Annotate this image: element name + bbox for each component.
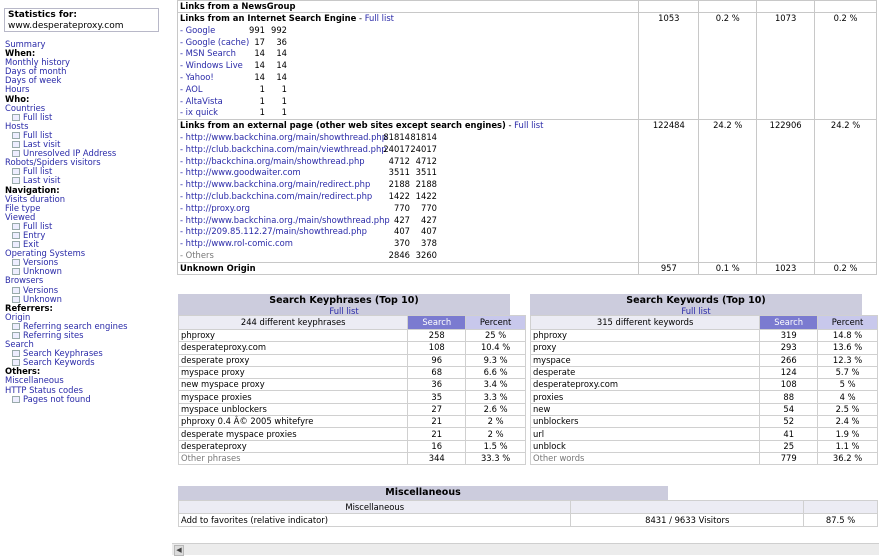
- search-count-cell: 35: [408, 391, 466, 403]
- search-engine-pages: 1053: [639, 13, 699, 120]
- stat-domain: www.desperateproxy.com: [8, 21, 124, 31]
- referrer-pages: 407: [394, 226, 410, 237]
- search-count-cell: 21: [408, 428, 466, 440]
- keywords-panel: [530, 294, 878, 465]
- keywords-title-bar: [530, 294, 862, 315]
- table-row: [531, 403, 878, 415]
- referrer-pages: 81814: [383, 131, 410, 142]
- nav-link[interactable]: Viewed: [5, 211, 36, 222]
- keyword-cell: desperate myspace proxies: [179, 428, 408, 440]
- referrer-hits: 3511: [415, 167, 437, 178]
- referrer-pages: 14: [254, 48, 265, 59]
- referrer-hits: 4712: [415, 155, 437, 166]
- keyword-cell: desperateproxy.com: [179, 342, 408, 354]
- search-count-cell: 52: [760, 416, 818, 428]
- table-row: [531, 366, 878, 378]
- nav-section-heading: Who:: [5, 93, 30, 104]
- other-row: [531, 452, 878, 464]
- table-row: [531, 391, 878, 403]
- percent-cell: 1.5 %: [466, 440, 526, 452]
- percent-cell: 10.4 %: [466, 342, 526, 354]
- table-row: [179, 379, 526, 391]
- keywords-col-search: Search: [760, 316, 818, 330]
- referrer-item: [180, 215, 636, 227]
- referrer-pages: 3511: [388, 167, 410, 178]
- keyphrases-col-percent: Percent: [466, 316, 526, 330]
- percent-cell: 33.3 %: [466, 452, 526, 464]
- search-count-cell: 36: [408, 379, 466, 391]
- nav-link[interactable]: Days of week: [5, 75, 62, 86]
- nav-link[interactable]: Full list: [23, 220, 53, 231]
- referrer-item: [180, 156, 636, 168]
- keyphrases-panel: [178, 294, 526, 465]
- nav-link[interactable]: Pages not found: [23, 393, 91, 404]
- nav-link[interactable]: Unknown: [23, 293, 62, 304]
- referrer-hits: 36: [276, 36, 287, 47]
- keyword-cell: desperate: [531, 366, 760, 378]
- search-count-cell: 54: [760, 403, 818, 415]
- misc-title: Miscellaneous: [178, 486, 668, 500]
- referrer-pages: 991: [249, 24, 265, 35]
- referrer-hits: 14: [276, 48, 287, 59]
- referrer-hits: 3260: [415, 249, 437, 260]
- referrer-item: [180, 37, 636, 49]
- referrer-pages: 14: [254, 60, 265, 71]
- percent-cell: 13.6 %: [818, 342, 878, 354]
- sub-link-icon: [12, 332, 20, 339]
- keyphrases-full-list-link[interactable]: Full list: [329, 306, 359, 316]
- search-count-cell: 96: [408, 354, 466, 366]
- referrer-hits: 81814: [410, 131, 437, 142]
- sub-link-icon: [12, 232, 20, 239]
- scroll-left-arrow-icon[interactable]: ◀: [174, 545, 184, 556]
- referrer-name[interactable]: - ix quick: [180, 107, 219, 118]
- percent-cell: 2 %: [466, 428, 526, 440]
- nav-link[interactable]: Search Keyphrases: [23, 348, 103, 359]
- sub-link-icon: [12, 268, 20, 275]
- referrer-item: [180, 60, 636, 72]
- search-count-cell: 319: [760, 330, 818, 342]
- referrer-pages: 1: [259, 95, 265, 106]
- table-row: [531, 330, 878, 342]
- referrer-pages: 427: [394, 214, 410, 225]
- keyword-cell: url: [531, 428, 760, 440]
- nav-link[interactable]: Countries: [5, 102, 46, 113]
- percent-cell: 2.5 %: [818, 403, 878, 415]
- referrer-pages: 1422: [388, 190, 410, 201]
- nav-link[interactable]: Full list: [23, 166, 53, 177]
- keyphrases-table: [178, 315, 526, 465]
- referrer-hits: 992: [271, 24, 287, 35]
- search-engine-pages-pct: 0.2 %: [699, 13, 757, 120]
- table-row: [179, 354, 526, 366]
- percent-cell: 3.4 %: [466, 379, 526, 391]
- keyword-cell: proxies: [531, 391, 760, 403]
- statistics-for-box: [4, 8, 159, 32]
- referrer-item: [180, 250, 636, 262]
- keyword-cell: myspace unblockers: [179, 403, 408, 415]
- referrer-name: - Others: [180, 249, 214, 260]
- misc-row-value: 8431 / 9633 Visitors: [571, 514, 804, 527]
- nav-link[interactable]: Entry: [23, 229, 46, 240]
- nav-link[interactable]: Summary: [5, 39, 46, 49]
- table-row: [179, 391, 526, 403]
- search-count-cell: 41: [760, 428, 818, 440]
- referrer-pages: 1: [259, 107, 265, 118]
- keyword-cell: myspace: [531, 354, 760, 366]
- unknown-hits-pct: 0.2 %: [815, 262, 877, 274]
- referrer-hits: 1: [281, 95, 287, 106]
- keyphrases-col-search: Search: [408, 316, 466, 330]
- nav-section-heading: Others:: [5, 366, 41, 377]
- external-pages: 122484: [639, 120, 699, 263]
- nav-link[interactable]: Hours: [5, 84, 30, 95]
- sub-link-icon: [12, 241, 20, 248]
- referrer-pages: 24017: [383, 143, 410, 154]
- table-row: [179, 403, 526, 415]
- nav-link[interactable]: Search Keywords: [23, 357, 95, 368]
- sub-link-icon: [12, 114, 20, 121]
- referrer-pages: 770: [394, 202, 410, 213]
- keyword-cell: myspace proxy: [179, 366, 408, 378]
- nav-section-heading: When:: [5, 48, 36, 59]
- percent-cell: 5.7 %: [818, 366, 878, 378]
- nav-link[interactable]: Referring search engines: [23, 320, 128, 331]
- keyword-cell: phproxy: [531, 330, 760, 342]
- sub-link-icon: [12, 177, 20, 184]
- referrer-hits: 24017: [410, 143, 437, 154]
- referrer-name[interactable]: - MSN Search: [180, 48, 236, 59]
- sub-link-icon: [12, 259, 20, 266]
- sub-link-icon: [12, 296, 20, 303]
- left-navigation: [0, 0, 168, 554]
- nav-link[interactable]: Monthly history: [5, 57, 71, 68]
- referrer-name[interactable]: - http://www.backchina.org/main/showthread.php: [180, 131, 388, 142]
- percent-cell: 1.9 %: [818, 428, 878, 440]
- nav-link[interactable]: Browsers: [5, 275, 44, 286]
- percent-cell: 12.3 %: [818, 354, 878, 366]
- keywords-full-list-link[interactable]: Full list: [681, 306, 711, 316]
- referrer-item: [180, 84, 636, 96]
- referrer-hits: 427: [421, 214, 437, 225]
- referrer-item: [180, 203, 636, 215]
- nav-link[interactable]: Last visit: [23, 139, 61, 150]
- percent-cell: 2.6 %: [466, 403, 526, 415]
- nav-item-39[interactable]: [5, 395, 165, 404]
- referrer-item: [180, 179, 636, 191]
- referrer-item: [180, 226, 636, 238]
- nav-link[interactable]: Operating Systems: [5, 248, 86, 259]
- referrer-name[interactable]: - http://club.backchina.com/main/redirect.php: [180, 190, 373, 201]
- table-row: [179, 440, 526, 452]
- search-count-cell: 25: [760, 440, 818, 452]
- nav-item-8[interactable]: [5, 113, 165, 122]
- referrer-name[interactable]: - http://club.backchina.com/main/viewthread.php: [180, 143, 387, 154]
- search-count-cell: 68: [408, 366, 466, 378]
- referrer-pages: 1: [259, 83, 265, 94]
- unknown-pages-pct: 0.1 %: [699, 262, 757, 274]
- percent-cell: 9.3 %: [466, 354, 526, 366]
- keyphrases-title-bar: [178, 294, 510, 315]
- search-count-cell: 293: [760, 342, 818, 354]
- external-list: [180, 132, 636, 262]
- nav-link[interactable]: Full list: [23, 111, 53, 122]
- referrer-item: [180, 167, 636, 179]
- keyphrases-count: 244 different keyphrases: [179, 316, 408, 330]
- search-engine-list: [180, 25, 636, 119]
- referrer-name[interactable]: - Google (cache): [180, 36, 250, 47]
- search-engine-full-list-link[interactable]: Full list: [364, 13, 394, 23]
- percent-cell: 6.6 %: [466, 366, 526, 378]
- referrer-pages: 2846: [388, 249, 410, 260]
- sub-link-icon: [12, 150, 20, 157]
- sub-link-icon: [12, 168, 20, 175]
- keyword-cell: Other words: [531, 452, 760, 464]
- nav-link[interactable]: Referring sites: [23, 330, 84, 340]
- sub-link-icon: [12, 396, 20, 403]
- misc-row-label: Add to favorites (relative indicator): [179, 514, 571, 527]
- horizontal-scrollbar[interactable]: [172, 543, 879, 555]
- table-row: [531, 342, 878, 354]
- percent-cell: 2 %: [466, 416, 526, 428]
- referrer-pages: 4712: [388, 155, 410, 166]
- external-hits-pct: 24.2 %: [815, 120, 877, 263]
- search-count-cell: 21: [408, 416, 466, 428]
- referrer-name[interactable]: - Windows Live: [180, 60, 243, 71]
- nav-link[interactable]: Origin: [5, 311, 31, 322]
- referrer-pages: 17: [254, 36, 265, 47]
- other-row: [179, 452, 526, 464]
- nav-link[interactable]: File type: [5, 202, 41, 213]
- table-row: [531, 416, 878, 428]
- referrer-name[interactable]: - http://www.goodwaiter.com: [180, 167, 301, 178]
- referrer-pages: 2188: [388, 179, 410, 190]
- search-count-cell: 27: [408, 403, 466, 415]
- referrer-name[interactable]: - http://proxy.org: [180, 202, 250, 213]
- referrer-hits: 1: [281, 83, 287, 94]
- keyword-cell: unblock: [531, 440, 760, 452]
- search-engine-hits: 1073: [757, 13, 815, 120]
- external-hits: 122906: [757, 120, 815, 263]
- nav-link[interactable]: Exit: [23, 239, 39, 250]
- misc-row-pct: 87.5 %: [804, 514, 878, 527]
- keywords-count: 315 different keywords: [531, 316, 760, 330]
- table-row: [531, 379, 878, 391]
- keywords-title: Search Keywords (Top 10): [626, 295, 766, 306]
- referrer-name[interactable]: - Google: [180, 24, 216, 35]
- table-row: [179, 342, 526, 354]
- search-count-cell: 108: [760, 379, 818, 391]
- nav-link[interactable]: Search: [5, 339, 34, 350]
- sub-link-icon: [12, 141, 20, 148]
- percent-cell: 36.2 %: [818, 452, 878, 464]
- keyword-cell: new: [531, 403, 760, 415]
- stat-title: Statistics for:: [8, 10, 77, 20]
- external-label: Links from an external page (other web sites except search engines): [180, 120, 506, 131]
- referrer-name[interactable]: - AltaVista: [180, 95, 223, 106]
- referrer-item: [180, 48, 636, 60]
- misc-col-header: Miscellaneous: [179, 501, 571, 514]
- table-row: [179, 366, 526, 378]
- nav-link[interactable]: Versions: [23, 284, 59, 295]
- referrers-table: Links from a NewsGroup Links from an Internet Search Engine - Full list - Google 991 992 - Google (cache) 17 36 - MSN Search 14 14 - Windows Live 14 14 - Yahoo! 14 14 - AOL 1 1 - AltaVista 1 1 - ix quick 1 1 1053 0.2 % 1073 0.2 % Links from an external page (other web sites except search engines) - Full list - http://www.backchina.org/main/showthread.php8181481814 - http://club.backchina.com/main/viewthread.php2401724017 - http://backchina.org/main/showthread.php 4712 4712 - http://www.goodwaiter.com 3511 3511 - http://www.backchina.org/main/redirect.php 2188 2188 - http://club.backchina.com/main/redirect.php 1422 1422 - http://proxy.org 770 770 - http://www.backchina.org./main/showthread.php 427 427 - http://209.85.112.27/main/showthread.php 407 407 - http://www.rol-comic.com 370 378 - Others 2846 3260 122484 24.2 % 122906 24.2 % Unknown Origin 957 0.1 % 1023 0.2 %: [177, 0, 877, 275]
- search-count-cell: 779: [760, 452, 818, 464]
- referrer-hits: 14: [276, 60, 287, 71]
- referrer-name[interactable]: - AOL: [180, 83, 203, 94]
- nav-link[interactable]: Full list: [23, 129, 53, 140]
- keywords-col-percent: Percent: [818, 316, 878, 330]
- table-row: [179, 416, 526, 428]
- search-count-cell: 124: [760, 366, 818, 378]
- misc-table: [178, 500, 878, 527]
- search-engine-hits-pct: 0.2 %: [815, 13, 877, 120]
- referrer-hits: 1: [281, 107, 287, 118]
- percent-cell: 3.3 %: [466, 391, 526, 403]
- table-row: [531, 440, 878, 452]
- referrer-name[interactable]: - Yahoo!: [180, 71, 214, 82]
- referrer-item: [180, 107, 636, 119]
- table-row: [531, 354, 878, 366]
- unknown-hits: 1023: [757, 262, 815, 274]
- keyword-cell: phproxy: [179, 330, 408, 342]
- keyword-cell: new myspace proxy: [179, 379, 408, 391]
- sub-link-icon: [12, 287, 20, 294]
- referrer-pages: 370: [394, 238, 410, 249]
- nav-link[interactable]: Hosts: [5, 120, 29, 131]
- keyword-cell: phproxy 0.4 Â© 2005 whitefyre: [179, 416, 408, 428]
- table-row: [179, 428, 526, 440]
- referrer-item: [180, 25, 636, 37]
- nav-link[interactable]: Days of month: [5, 66, 67, 77]
- percent-cell: 25 %: [466, 330, 526, 342]
- referrer-hits: 378: [421, 238, 437, 249]
- nav-link[interactable]: Miscellaneous: [5, 375, 64, 386]
- percent-cell: 14.8 %: [818, 330, 878, 342]
- referrer-pages: 14: [254, 71, 265, 82]
- keyphrases-title: Search Keyphrases (Top 10): [269, 295, 419, 306]
- nav-link[interactable]: Last visit: [23, 175, 61, 186]
- keyword-cell: myspace proxies: [179, 391, 408, 403]
- referrer-hits: 1422: [415, 190, 437, 201]
- referrer-item: [180, 238, 636, 250]
- external-pages-pct: 24.2 %: [699, 120, 757, 263]
- search-count-cell: 266: [760, 354, 818, 366]
- keyword-cell: Other phrases: [179, 452, 408, 464]
- referrer-name[interactable]: - http://backchina.org/main/showthread.php: [180, 155, 365, 166]
- nav-section-heading: Navigation:: [5, 184, 60, 195]
- percent-cell: 2.4 %: [818, 416, 878, 428]
- referrer-name[interactable]: - http://209.85.112.27/main/showthread.php: [180, 226, 367, 237]
- referrer-hits: 14: [276, 71, 287, 82]
- newsgroup-label: Links from a NewsGroup: [178, 1, 639, 13]
- search-count-cell: 258: [408, 330, 466, 342]
- search-count-cell: 108: [408, 342, 466, 354]
- referrer-name[interactable]: - http://www.backchina.org./main/showthread.php: [180, 214, 390, 225]
- referrer-hits: 770: [421, 202, 437, 213]
- referrer-item: [180, 132, 636, 144]
- search-count-cell: 344: [408, 452, 466, 464]
- unknown-pages: 957: [639, 262, 699, 274]
- referrer-hits: 2188: [415, 179, 437, 190]
- table-row: [179, 330, 526, 342]
- keyword-cell: desperate proxy: [179, 354, 408, 366]
- search-count-cell: 16: [408, 440, 466, 452]
- percent-cell: 1.1 %: [818, 440, 878, 452]
- percent-cell: 5 %: [818, 379, 878, 391]
- nav-menu: [5, 40, 165, 404]
- table-row: [531, 428, 878, 440]
- keyword-cell: unblockers: [531, 416, 760, 428]
- unknown-origin-label: Unknown Origin: [178, 262, 639, 274]
- nav-link[interactable]: Unresolved IP Address: [23, 148, 117, 159]
- keywords-table: [530, 315, 878, 465]
- referrer-item: [180, 96, 636, 108]
- external-full-list-link[interactable]: Full list: [514, 120, 544, 131]
- sub-link-icon: [12, 132, 20, 139]
- referrer-item: [180, 144, 636, 156]
- keyword-cell: proxy: [531, 342, 760, 354]
- referrer-hits: 407: [421, 226, 437, 237]
- sub-link-icon: [12, 323, 20, 330]
- nav-link[interactable]: Visits duration: [5, 193, 66, 204]
- sub-link-icon: [12, 359, 20, 366]
- search-engine-label: Links from an Internet Search Engine: [180, 13, 357, 23]
- sub-link-icon: [12, 223, 20, 230]
- nav-link[interactable]: Unknown: [23, 266, 62, 277]
- sub-link-icon: [12, 350, 20, 357]
- nav-link[interactable]: Versions: [23, 257, 59, 268]
- percent-cell: 4 %: [818, 391, 878, 403]
- keyword-cell: desperateproxy.com: [531, 379, 760, 391]
- referrer-item: [180, 191, 636, 203]
- search-count-cell: 88: [760, 391, 818, 403]
- referrer-name[interactable]: - http://www.rol-comic.com: [180, 238, 293, 249]
- referrer-item: [180, 72, 636, 84]
- nav-link[interactable]: Robots/Spiders visitors: [5, 157, 101, 168]
- keyword-cell: desperateproxy: [179, 440, 408, 452]
- nav-section-heading: Referrers:: [5, 302, 53, 313]
- referrer-name[interactable]: - http://www.backchina.org/main/redirect.php: [180, 179, 371, 190]
- nav-link[interactable]: HTTP Status codes: [5, 384, 84, 395]
